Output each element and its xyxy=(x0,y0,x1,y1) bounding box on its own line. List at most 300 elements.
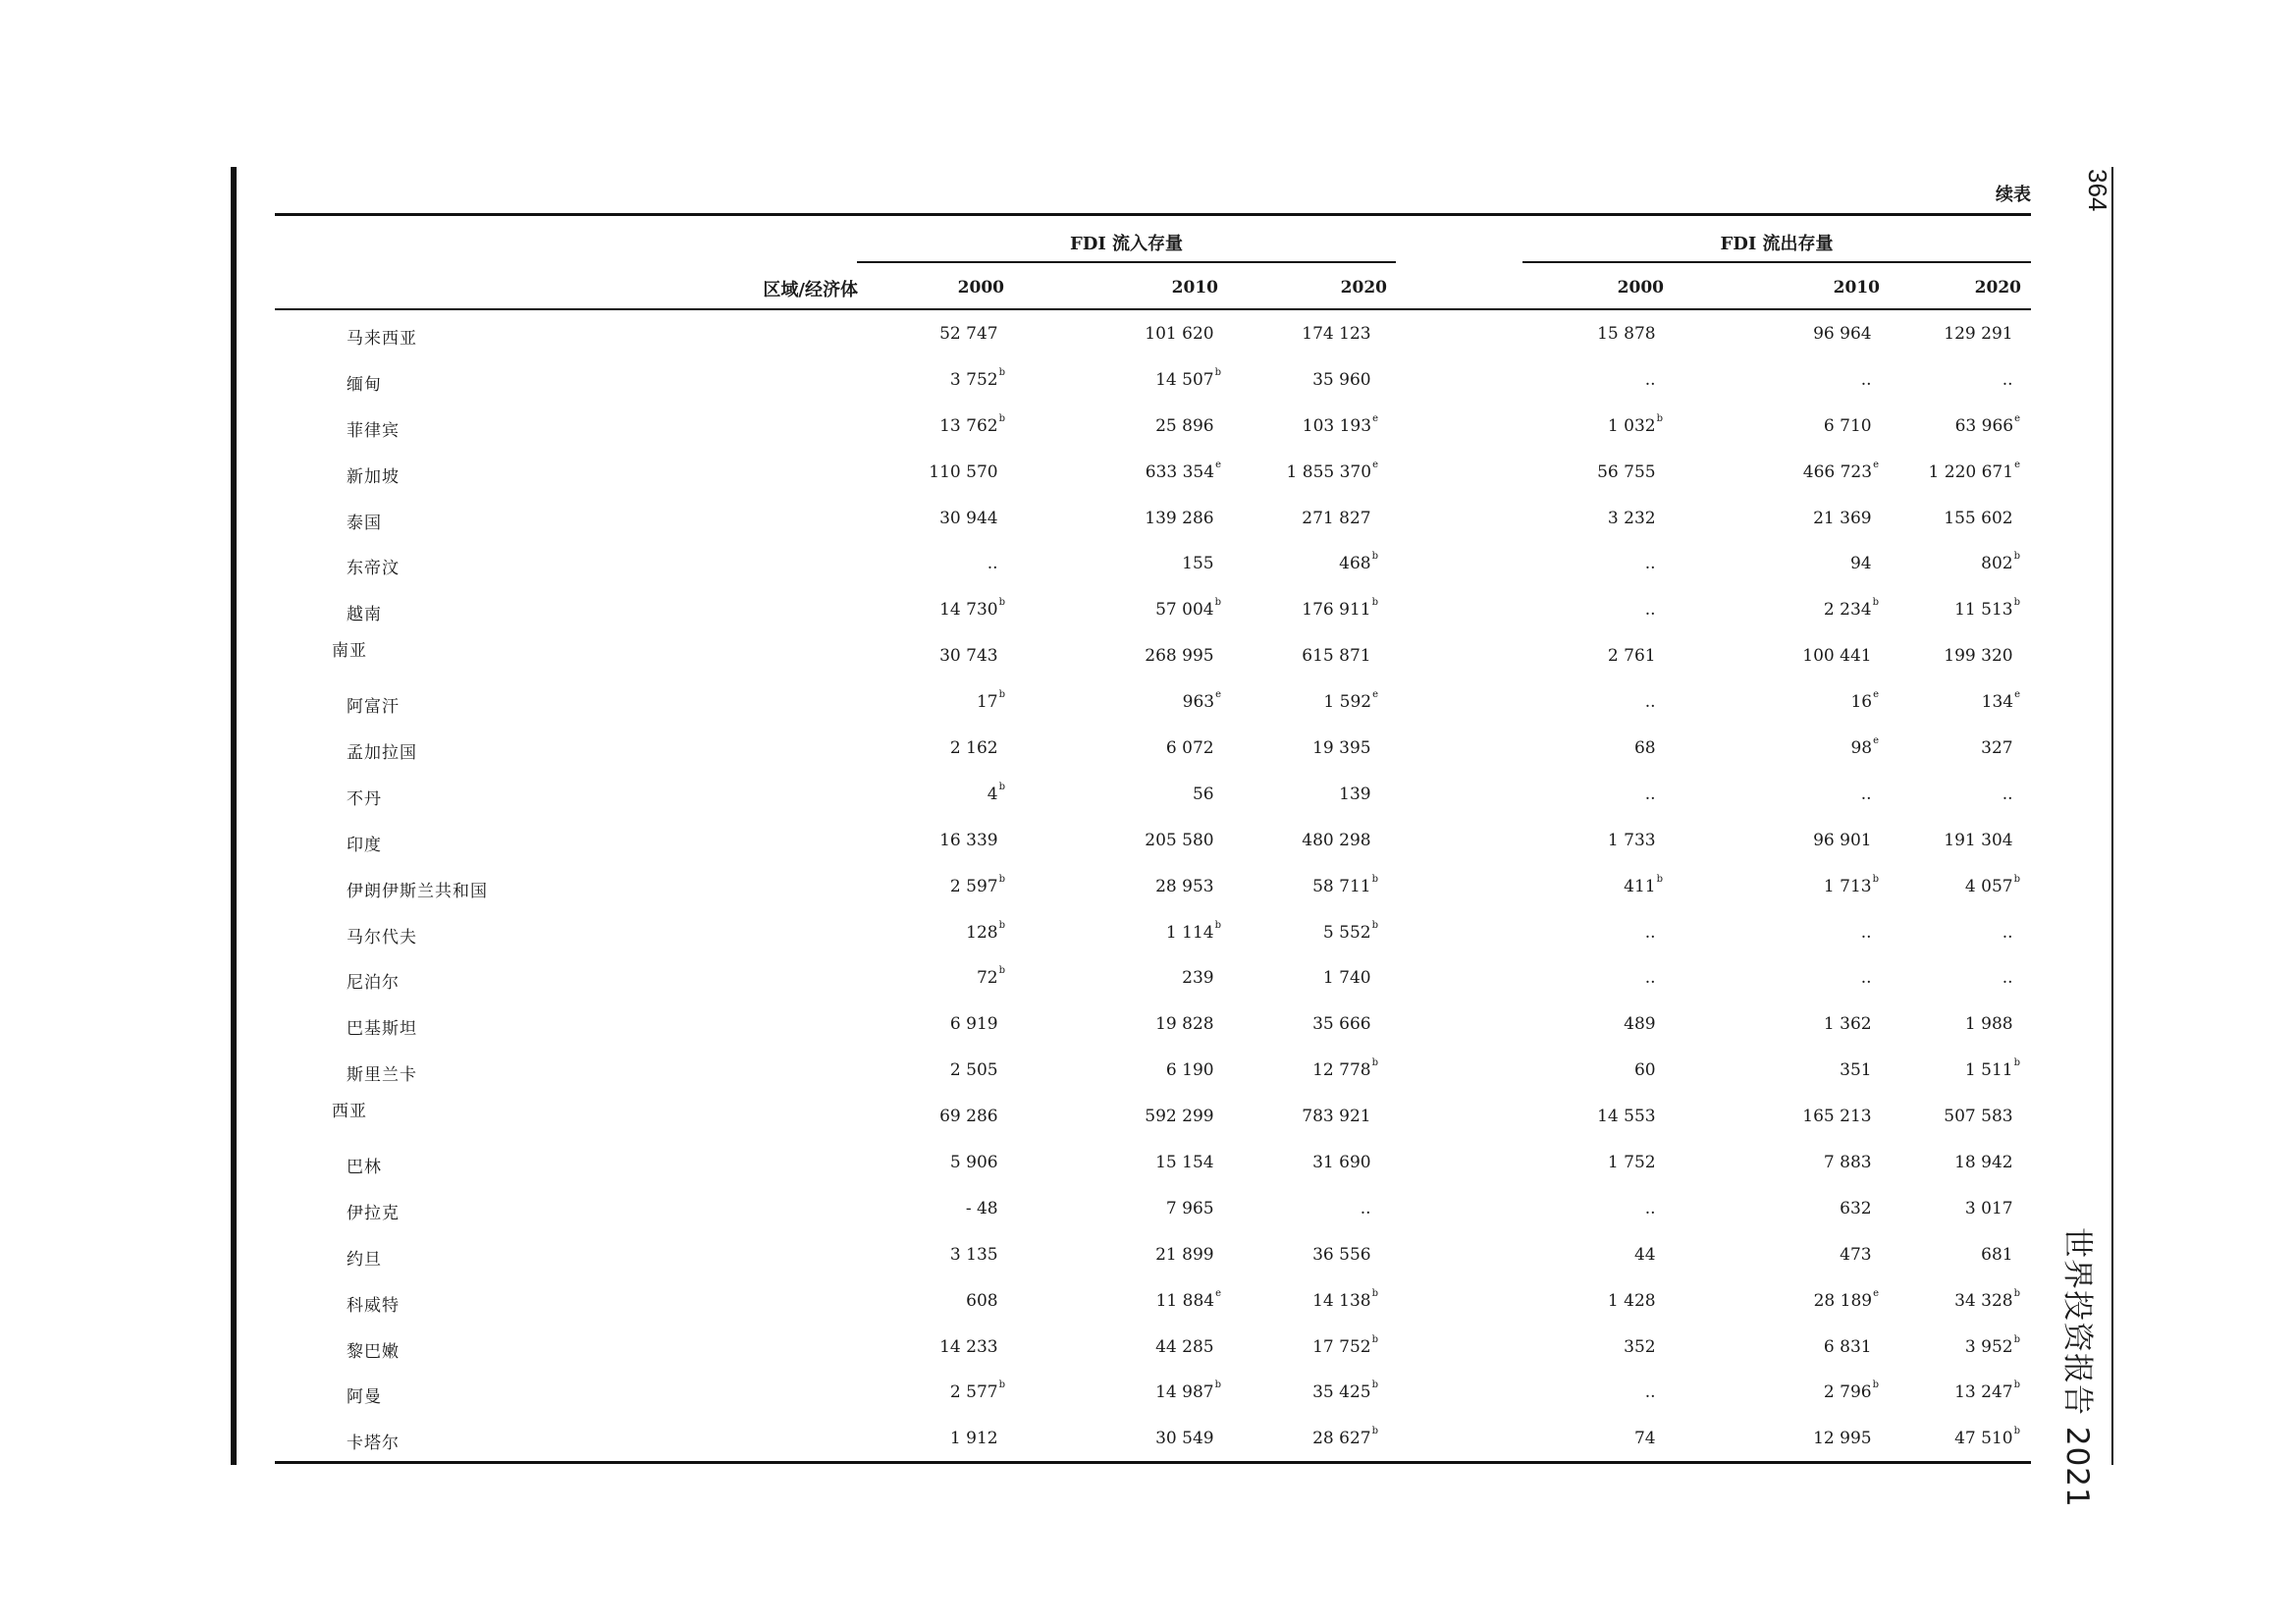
cell-value: 2 577 xyxy=(949,1382,998,1403)
table-cell xyxy=(1645,600,1663,620)
cell-value: 1 988 xyxy=(1964,1014,2013,1035)
cell-value: 52 747 xyxy=(939,324,998,344)
cell-value: 1 592 xyxy=(1323,692,1372,713)
cell-value: 3 752 xyxy=(949,369,998,390)
cell-footnote: e xyxy=(1372,459,1378,470)
table-cell xyxy=(939,646,1005,666)
table-cell xyxy=(939,831,1005,850)
table-row xyxy=(275,1002,2031,1049)
cell-value: 1 713 xyxy=(1823,876,1872,896)
cell-value: 191 304 xyxy=(1944,830,2013,850)
cell-footnote: b xyxy=(1656,412,1663,424)
table-cell xyxy=(1155,1245,1221,1265)
cell-value: 2 505 xyxy=(949,1060,998,1081)
table-cell xyxy=(988,554,1005,573)
row-label: 黎巴嫩 xyxy=(347,1341,400,1362)
cell-footnote: b xyxy=(1371,1057,1378,1069)
table-cell xyxy=(1954,597,2020,621)
cell-value: .. xyxy=(1644,1382,1656,1403)
table-row xyxy=(275,312,2031,358)
cell-value: .. xyxy=(1860,922,1872,943)
table-cell xyxy=(1312,1153,1378,1172)
table-cell xyxy=(1597,1107,1663,1126)
cell-footnote: b xyxy=(998,919,1005,931)
table-cell xyxy=(1964,1057,2020,1081)
table-cell xyxy=(1302,1107,1378,1126)
cell-value: 11 513 xyxy=(1954,600,2013,621)
table-row xyxy=(275,588,2031,634)
continued-label: 续表 xyxy=(1996,185,2031,205)
cell-value: 4 xyxy=(987,784,998,804)
table-cell xyxy=(987,781,1005,804)
row-label: 越南 xyxy=(347,605,382,625)
table-cell xyxy=(1607,412,1663,436)
cell-value: 165 213 xyxy=(1802,1107,1872,1127)
year-header-out-2020: 2020 xyxy=(1974,278,2021,298)
cell-value: 58 711 xyxy=(1312,876,1371,896)
cell-value: 35 666 xyxy=(1312,1014,1371,1035)
row-label: 不丹 xyxy=(347,788,382,809)
table-cell xyxy=(1361,1199,1378,1218)
table-cell xyxy=(1166,738,1221,758)
cell-value: 963 xyxy=(1182,692,1215,713)
table-cell xyxy=(950,1382,1005,1402)
cell-value: 2 597 xyxy=(949,876,998,896)
table-cell xyxy=(1954,1382,2020,1402)
cell-value: 35 960 xyxy=(1312,369,1371,390)
table-row xyxy=(275,451,2031,497)
table-cell xyxy=(1182,968,1221,988)
table-cell xyxy=(1645,1382,1663,1402)
table-cell xyxy=(1634,1429,1663,1448)
cell-footnote: b xyxy=(1214,366,1221,378)
cell-footnote: b xyxy=(998,597,1005,609)
cell-value: 134 xyxy=(1981,692,2014,713)
cell-footnote: e xyxy=(1215,1287,1221,1299)
cell-value: .. xyxy=(1644,922,1656,943)
table-cell xyxy=(1645,1199,1663,1218)
cell-footnote: b xyxy=(998,689,1005,701)
table-cell xyxy=(1802,1107,1879,1126)
table-cell xyxy=(1944,324,2020,344)
table-cell xyxy=(1813,324,1879,344)
table-cell xyxy=(1145,831,1221,850)
table-cell xyxy=(2002,785,2020,804)
table-cell xyxy=(1302,509,1378,528)
table-cell xyxy=(1964,873,2020,896)
cell-value: 44 xyxy=(1633,1244,1656,1265)
table-row xyxy=(275,865,2031,911)
table-cell xyxy=(1312,1382,1378,1402)
cell-footnote: b xyxy=(1371,551,1378,563)
table-cell xyxy=(1813,509,1879,528)
table-cell xyxy=(1928,459,2020,482)
table-cell xyxy=(1824,1382,1879,1402)
cell-value: 155 xyxy=(1182,554,1214,574)
group-header-inward: FDI 流入存量 xyxy=(1069,234,1184,254)
cell-value: 271 827 xyxy=(1302,508,1371,528)
cell-footnote: b xyxy=(1214,919,1221,931)
cell-value: 480 298 xyxy=(1302,830,1371,850)
cell-value: 2 761 xyxy=(1607,646,1656,667)
row-label: 斯里兰卡 xyxy=(347,1065,417,1086)
table-cell xyxy=(939,1337,1005,1357)
cell-value: 139 286 xyxy=(1145,508,1214,528)
table-cell xyxy=(950,1429,1005,1448)
table-cell xyxy=(950,738,1005,758)
table-row xyxy=(275,680,2031,727)
cell-value: 96 901 xyxy=(1813,830,1872,850)
cell-footnote: e xyxy=(2014,459,2020,470)
table-cell xyxy=(1166,1199,1221,1218)
table-cell xyxy=(1312,1426,1378,1449)
table-cell xyxy=(1861,923,1879,943)
table-cell xyxy=(1824,1337,1879,1357)
table-cell xyxy=(1634,738,1663,758)
cell-footnote: b xyxy=(1371,597,1378,609)
cell-value: 1 752 xyxy=(1607,1153,1656,1173)
cell-value: 6 072 xyxy=(1165,738,1214,759)
cell-value: 12 995 xyxy=(1813,1429,1872,1449)
cell-value: 57 004 xyxy=(1155,600,1214,621)
table-cell xyxy=(976,965,1005,989)
group-rule-inward xyxy=(857,261,1396,263)
table-cell xyxy=(1840,1245,1879,1265)
table-row xyxy=(275,956,2031,1002)
table-cell xyxy=(2002,968,2020,988)
cell-value: 103 193 xyxy=(1302,415,1372,436)
table-cell xyxy=(1155,597,1221,621)
row-label: 泰国 xyxy=(347,513,382,533)
cell-value: 592 299 xyxy=(1145,1107,1214,1127)
left-margin-bar xyxy=(231,167,237,1465)
table-cell xyxy=(1624,1014,1663,1034)
cell-footnote: e xyxy=(1873,459,1879,470)
cell-value: 35 425 xyxy=(1312,1382,1371,1403)
table-cell xyxy=(1155,1287,1221,1311)
cell-value: 15 878 xyxy=(1597,324,1656,344)
group-rule-outward xyxy=(1522,261,2031,263)
cell-value: 31 690 xyxy=(1312,1153,1371,1173)
table-cell xyxy=(1802,459,1879,482)
year-header-in-2020: 2020 xyxy=(1340,278,1387,298)
table-cell xyxy=(1145,646,1221,666)
cell-value: 28 953 xyxy=(1155,876,1214,896)
cell-value: 783 921 xyxy=(1302,1107,1371,1127)
cell-value: 2 796 xyxy=(1823,1382,1872,1403)
table-cell xyxy=(1608,509,1663,528)
cell-value: 5 906 xyxy=(949,1153,998,1173)
cell-value: 100 441 xyxy=(1802,646,1872,667)
cell-value: 15 154 xyxy=(1155,1153,1214,1173)
cell-footnote: b xyxy=(2013,597,2020,609)
cell-value: 47 510 xyxy=(1954,1429,2013,1449)
cell-value: 6 831 xyxy=(1823,1336,1872,1357)
table-cell xyxy=(950,1153,1005,1172)
cell-value: 2 162 xyxy=(949,738,998,759)
cell-value: 14 507 xyxy=(1155,369,1214,390)
cell-value: 466 723 xyxy=(1802,461,1873,482)
row-label: 伊拉克 xyxy=(347,1203,400,1223)
cell-footnote: b xyxy=(1872,873,1879,885)
cell-value: 3 952 xyxy=(1964,1336,2013,1357)
right-margin-rule xyxy=(2111,167,2113,1465)
cell-value: 21 899 xyxy=(1155,1244,1214,1265)
cell-value: 14 553 xyxy=(1597,1107,1656,1127)
table-cell xyxy=(1813,831,1879,850)
table-cell xyxy=(1155,1337,1221,1357)
table-cell xyxy=(1813,1287,1879,1311)
cell-value: 60 xyxy=(1633,1060,1656,1081)
table-cell xyxy=(1861,370,1879,390)
row-label: 孟加拉国 xyxy=(347,743,417,764)
table-cell xyxy=(1624,1337,1663,1357)
table-cell xyxy=(1155,366,1221,390)
cell-value: 411 xyxy=(1624,876,1656,896)
cell-value: 36 556 xyxy=(1312,1244,1371,1265)
cell-value: 16 xyxy=(1850,692,1873,713)
table-cell xyxy=(1954,1426,2020,1449)
table-cell xyxy=(1981,689,2020,713)
table-cell xyxy=(1964,1333,2020,1357)
table-cell xyxy=(939,1107,1005,1126)
row-label: 阿曼 xyxy=(347,1387,382,1408)
cell-value: 30 549 xyxy=(1155,1429,1214,1449)
table-cell xyxy=(1981,738,2020,758)
table-cell xyxy=(1312,1245,1378,1265)
cell-value: 205 580 xyxy=(1145,830,1214,850)
cell-footnote: e xyxy=(1215,459,1221,470)
table-row xyxy=(275,1049,2031,1095)
table-cell xyxy=(1166,1060,1221,1080)
table-cell xyxy=(1954,1287,2020,1311)
cell-value: 30 944 xyxy=(939,508,998,528)
table-cell xyxy=(1824,416,1879,436)
table-cell xyxy=(1312,1287,1378,1311)
cell-value: .. xyxy=(1644,554,1656,574)
cell-value: 3 232 xyxy=(1607,508,1656,528)
cell-value: 28 627 xyxy=(1312,1429,1371,1449)
cell-value: 4 057 xyxy=(1964,876,2013,896)
cell-value: 1 362 xyxy=(1823,1014,1872,1035)
row-label: 缅甸 xyxy=(347,374,382,395)
table-cell xyxy=(1145,324,1221,344)
table-cell xyxy=(950,1014,1005,1034)
table-row xyxy=(275,911,2031,957)
cell-value: 94 xyxy=(1849,554,1872,574)
cell-value: 72 xyxy=(976,968,998,989)
cell-value: 14 138 xyxy=(1312,1290,1371,1311)
cell-value: 110 570 xyxy=(929,461,998,482)
cell-value: 632 xyxy=(1840,1198,1872,1218)
table-cell xyxy=(939,412,1005,436)
cell-footnote: b xyxy=(998,412,1005,424)
cell-value: 6 919 xyxy=(949,1014,998,1035)
cell-footnote: e xyxy=(1873,1287,1879,1299)
cell-value: - 48 xyxy=(965,1198,998,1218)
table-cell xyxy=(1182,554,1221,573)
cell-value: 489 xyxy=(1624,1014,1656,1035)
cell-value: 351 xyxy=(1840,1060,1872,1081)
table-cell xyxy=(1645,785,1663,804)
row-label: 巴基斯坦 xyxy=(347,1019,417,1040)
table-cell xyxy=(1823,597,1879,621)
table-cell xyxy=(1312,1057,1378,1081)
table-cell xyxy=(2002,923,2020,943)
cell-value: 681 xyxy=(1981,1244,2013,1265)
cell-value: 13 762 xyxy=(939,415,998,436)
table-cell xyxy=(1645,370,1663,390)
table-cell xyxy=(1802,646,1879,666)
table-cell xyxy=(1840,1199,1879,1218)
cell-value: 63 966 xyxy=(1954,415,2014,436)
cell-footnote: b xyxy=(1371,1333,1378,1345)
cell-footnote: e xyxy=(2014,689,2020,701)
region-column-header: 区域/经济体 xyxy=(763,280,858,300)
table-cell xyxy=(1840,1060,1879,1080)
table-cell xyxy=(1145,459,1221,482)
cell-footnote: b xyxy=(998,366,1005,378)
cell-footnote: b xyxy=(2013,551,2020,563)
cell-value: .. xyxy=(2002,922,2013,943)
cell-footnote: b xyxy=(1656,873,1663,885)
table-cell xyxy=(2002,370,2020,390)
table-cell xyxy=(950,1060,1005,1080)
table-cell xyxy=(1155,1153,1221,1172)
table-cell xyxy=(1850,689,1879,713)
table-cell xyxy=(1312,738,1378,758)
row-label: 巴林 xyxy=(347,1158,382,1178)
table-cell xyxy=(1312,1333,1378,1357)
cell-value: 28 189 xyxy=(1813,1290,1873,1311)
table-row xyxy=(275,358,2031,405)
cell-value: 101 620 xyxy=(1145,324,1214,344)
cell-value: .. xyxy=(1644,600,1656,621)
cell-value: 13 247 xyxy=(1954,1382,2013,1403)
table-cell xyxy=(949,873,1005,896)
table-cell xyxy=(1645,923,1663,943)
cell-value: 6 710 xyxy=(1823,415,1872,436)
table-cell xyxy=(1302,324,1378,344)
table-cell xyxy=(1155,1382,1221,1402)
table-cell xyxy=(1824,1014,1879,1034)
cell-value: 608 xyxy=(966,1290,998,1311)
page-number: 364 xyxy=(2083,169,2112,212)
cell-footnote: b xyxy=(2013,1426,2020,1437)
table-cell xyxy=(1645,692,1663,712)
cell-value: 802 xyxy=(1981,554,2013,574)
table-cell xyxy=(1813,1429,1879,1448)
table-cell xyxy=(1302,646,1378,666)
cell-value: 98 xyxy=(1850,738,1873,759)
table-cell xyxy=(1861,785,1879,804)
table-cell xyxy=(1339,551,1378,574)
cell-value: 68 xyxy=(1633,738,1656,759)
table-cell xyxy=(1981,551,2020,574)
year-header-in-2000: 2000 xyxy=(957,278,1004,298)
cell-value: 17 xyxy=(976,692,998,713)
table-cell xyxy=(1954,412,2020,436)
table-cell xyxy=(939,597,1005,621)
header-bottom-rule xyxy=(275,308,2031,310)
cell-footnote: b xyxy=(998,873,1005,885)
cell-value: 16 339 xyxy=(939,830,998,850)
cell-value: .. xyxy=(1644,692,1656,713)
cell-footnote: e xyxy=(1372,689,1378,701)
row-label: 卡塔尔 xyxy=(347,1434,400,1454)
table-cell xyxy=(939,324,1005,344)
cell-value: .. xyxy=(1860,784,1872,804)
table-cell xyxy=(1965,1199,2020,1218)
table-cell xyxy=(1608,1291,1663,1311)
table-cell xyxy=(1323,968,1378,988)
table-row xyxy=(275,727,2031,773)
table-row-region xyxy=(275,634,2031,680)
table-cell xyxy=(1608,1153,1663,1172)
table-cell xyxy=(1155,877,1221,896)
cell-value: .. xyxy=(1644,784,1656,804)
cell-value: 17 752 xyxy=(1312,1336,1371,1357)
cell-footnote: b xyxy=(1371,873,1378,885)
table-cell xyxy=(1624,873,1663,896)
year-header-out-2000: 2000 xyxy=(1617,278,1664,298)
cell-value: 1 511 xyxy=(1964,1060,2013,1081)
cell-value: 176 911 xyxy=(1302,600,1371,621)
cell-value: 1 733 xyxy=(1607,830,1656,850)
table-row xyxy=(275,773,2031,819)
table-cell xyxy=(1339,785,1378,804)
cell-value: 239 xyxy=(1182,968,1214,989)
table-cell xyxy=(1944,646,2020,666)
table-cell xyxy=(976,689,1005,713)
year-header-out-2010: 2010 xyxy=(1833,278,1880,298)
table-row xyxy=(275,542,2031,588)
row-label: 伊朗伊斯兰共和国 xyxy=(347,881,488,901)
table-row xyxy=(275,1141,2031,1187)
table-cell xyxy=(1302,597,1378,621)
row-label: 约旦 xyxy=(347,1249,382,1270)
cell-value: 3 135 xyxy=(949,1244,998,1265)
cell-value: 14 233 xyxy=(939,1336,998,1357)
cell-value: .. xyxy=(1860,369,1872,390)
cell-value: 1 912 xyxy=(949,1429,998,1449)
table-cell xyxy=(1322,919,1378,943)
table-cell xyxy=(950,1245,1005,1265)
cell-value: .. xyxy=(2002,369,2013,390)
cell-footnote: e xyxy=(2014,412,2020,424)
table-cell xyxy=(1312,873,1378,896)
table-cell xyxy=(1965,1014,2020,1034)
cell-value: 1 428 xyxy=(1607,1290,1656,1311)
cell-footnote: b xyxy=(1371,1426,1378,1437)
table-cell xyxy=(1824,1153,1879,1172)
cell-value: 30 743 xyxy=(939,646,998,667)
cell-value: 14 987 xyxy=(1155,1382,1214,1403)
cell-value: 327 xyxy=(1981,738,2013,759)
cell-value: 25 896 xyxy=(1155,415,1214,436)
cell-value: 473 xyxy=(1840,1244,1872,1265)
cell-value: 1 220 671 xyxy=(1928,461,2014,482)
table-row xyxy=(275,1417,2031,1463)
cell-footnote: b xyxy=(998,781,1005,792)
cell-value: 468 xyxy=(1339,554,1371,574)
cell-value: 12 778 xyxy=(1312,1060,1371,1081)
table-row xyxy=(275,1233,2031,1279)
cell-value: 199 320 xyxy=(1944,646,2013,667)
cell-value: 69 286 xyxy=(939,1107,998,1127)
table-row xyxy=(275,1187,2031,1233)
cell-footnote: b xyxy=(2013,873,2020,885)
